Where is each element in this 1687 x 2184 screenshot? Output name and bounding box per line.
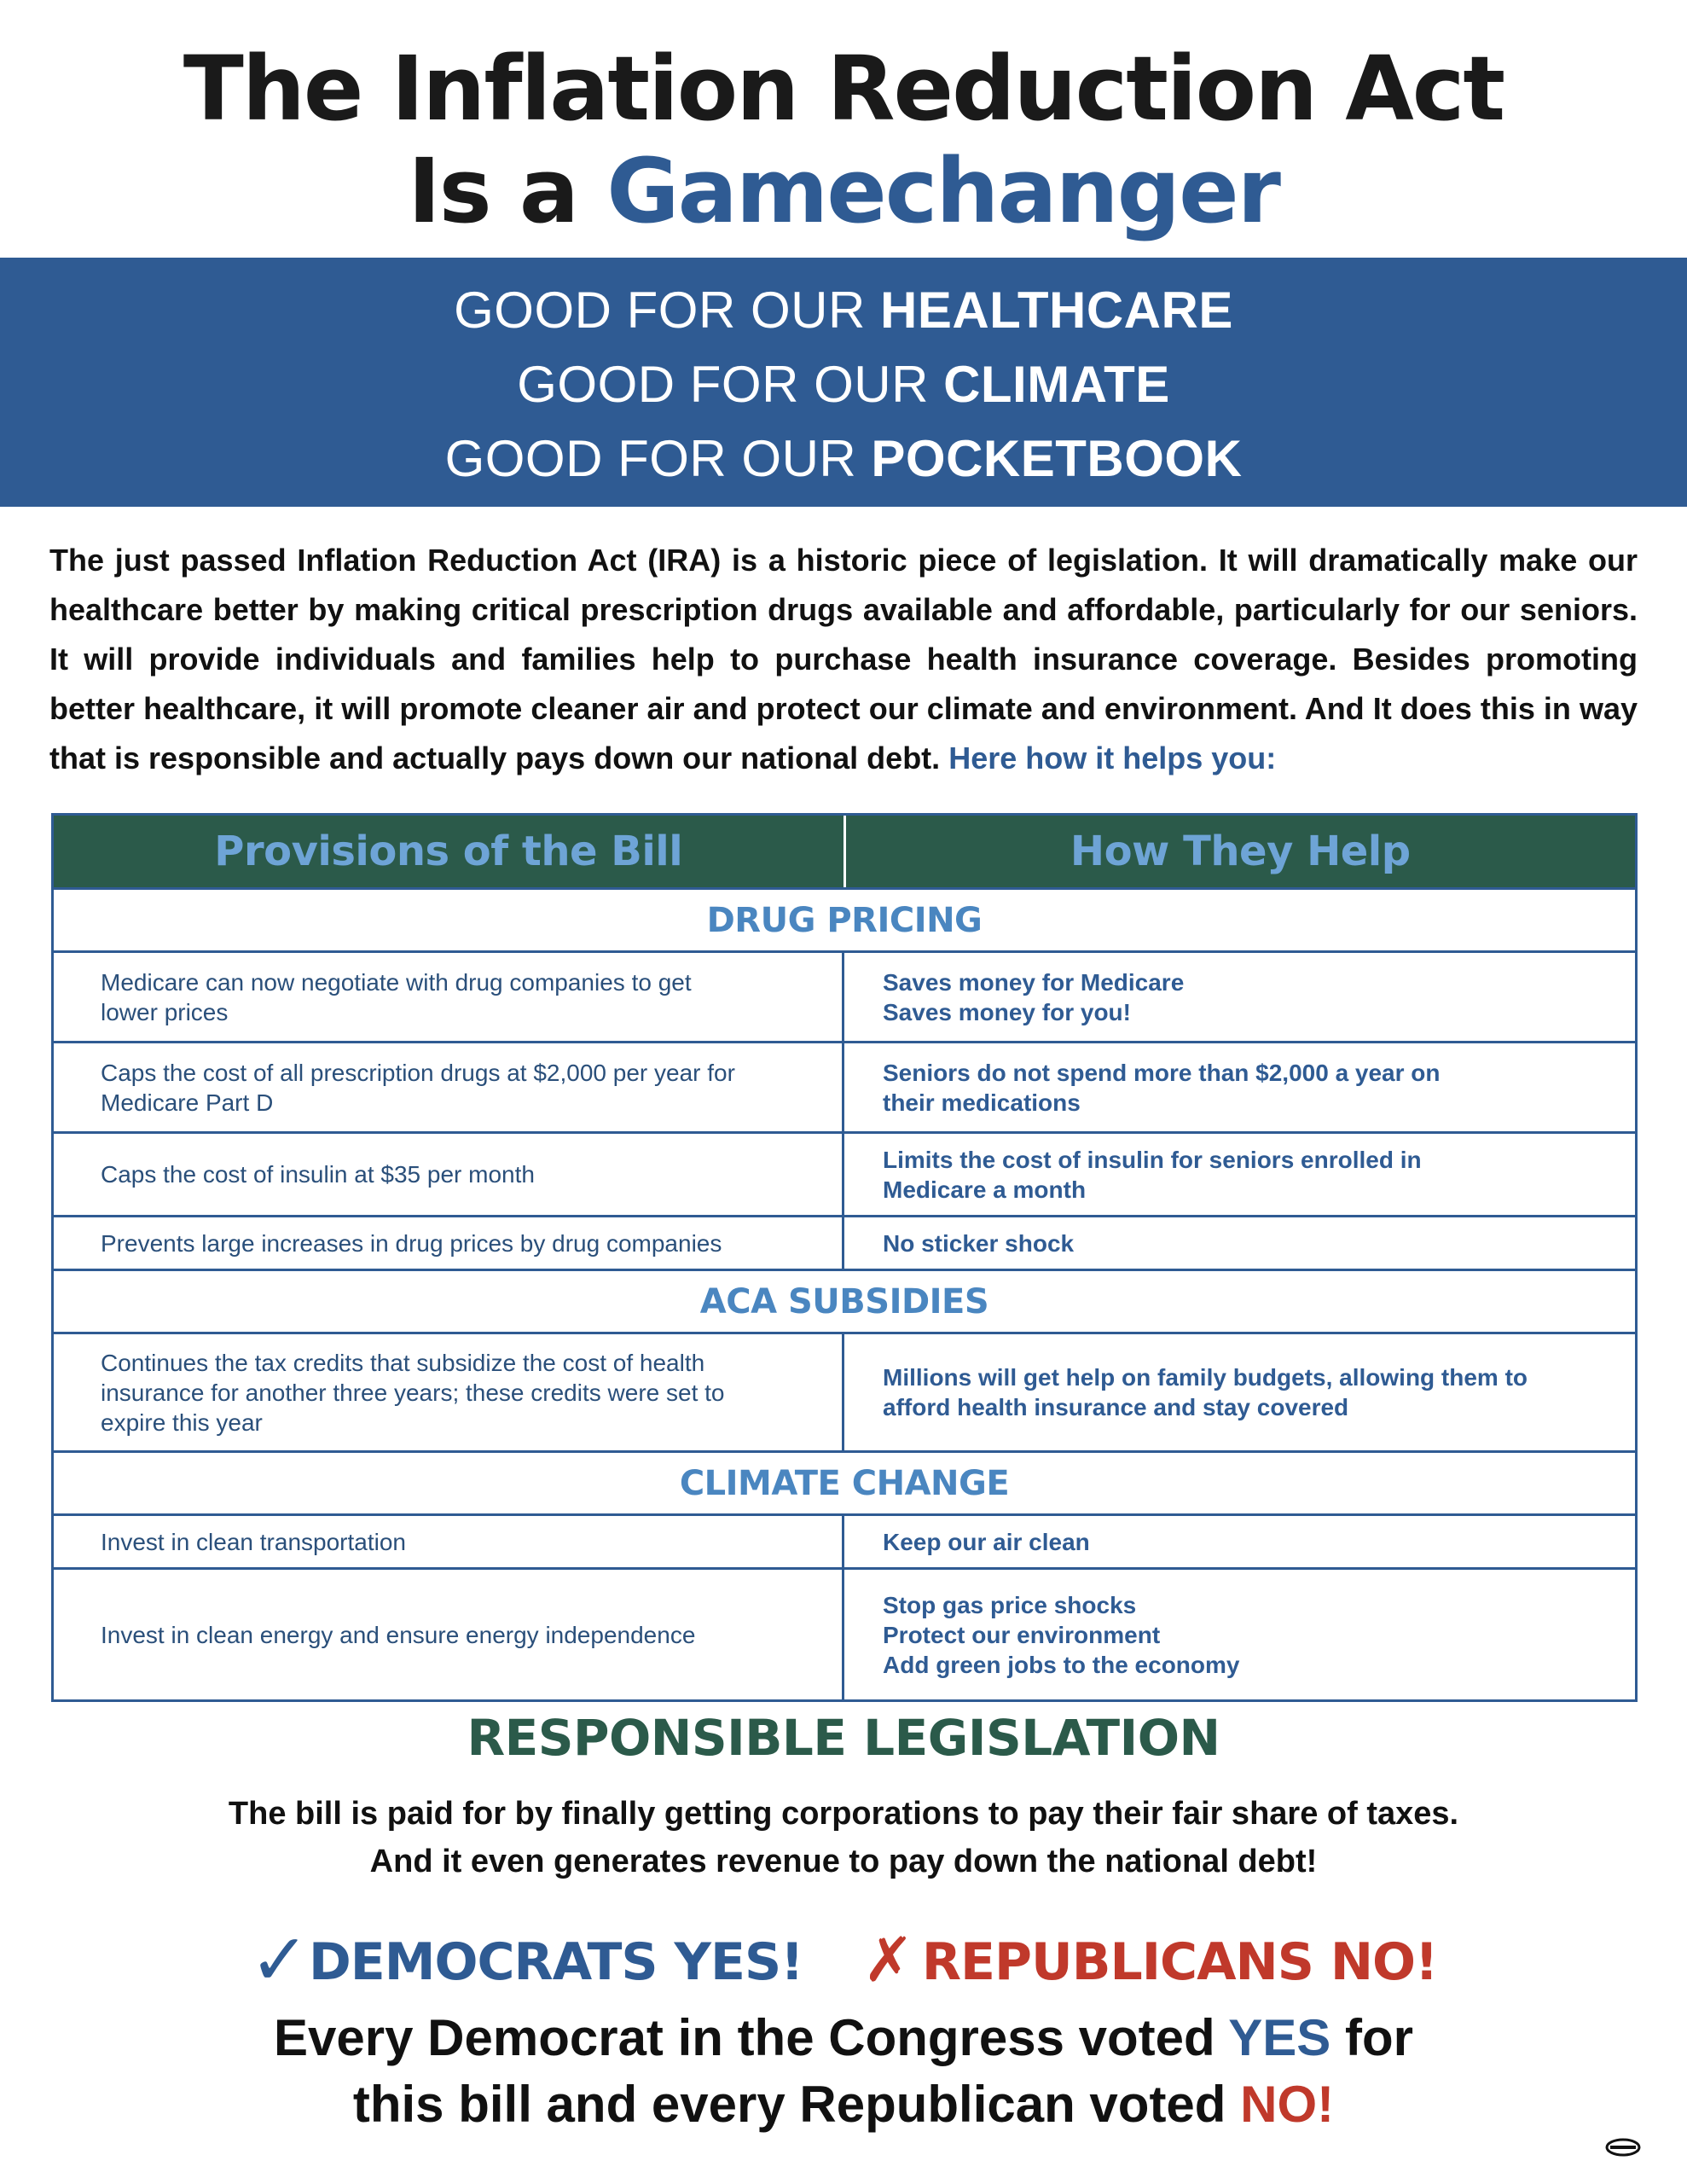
help-text: Saves money for Medicare Saves money for you! [883,968,1185,1025]
table-row [54,1043,1635,1134]
help-cell [844,1134,1635,1215]
help-text: Keep our air clean [883,1528,1090,1555]
banner-strong: CLIMATE [943,356,1170,413]
provision-cell [54,1570,844,1699]
title-line-2-prefix: Is a [408,139,578,243]
provision-cell [54,1043,844,1131]
vote-summary [0,1918,1687,2001]
provision-text: Caps the cost of insulin at $35 per month [101,1161,535,1188]
banner-prefix: GOOD FOR OUR [517,356,929,413]
provision-text: Caps the cost of all prescription drugs at $2,000 per year for Medicare Part D [101,1059,735,1116]
table-row [54,1134,1635,1217]
banner-strong: POCKETBOOK [871,430,1243,487]
banner-line-climate [0,347,1687,421]
provision-text: Invest in clean energy and ensure energy independence [101,1621,696,1648]
table-row [54,1334,1635,1453]
banner-strong: HEALTHCARE [879,282,1233,339]
section-climate-change: CLIMATE CHANGE [54,1453,1635,1516]
provision-cell [54,1516,844,1567]
intro-text: The just passed Inflation Reduction Act (IRA) is a historic piece of legislation. It will dramatically make our healthcare better by making critical prescription drugs available and affordable, particularly for our seniors. It will provide individuals and families help to purchase health insurance coverage. Besides promoting better healthcare, it will promote cleaner air and protect our climate and environment. And It does this in way that is responsible and actually pays down our national debt. [49,543,1638,775]
provision-text: Prevents large increases in drug prices by drug companies [101,1229,722,1257]
title-accent: Gamechanger [606,139,1279,243]
title-line-2 [0,140,1687,242]
x-mark-icon: ✗ [862,1924,913,1995]
table-row [54,1516,1635,1570]
provisions-table [51,813,1638,1702]
header-how-they-help: How They Help [1070,828,1411,875]
final-yes: YES [1228,2009,1331,2066]
help-text: Millions will get help on family budgets, allowing them to afford health insurance and stay covered [883,1364,1528,1420]
final-no: NO! [1240,2076,1335,2133]
help-cell [844,1516,1635,1567]
republicans-no [862,1924,1438,1995]
provision-text: Medicare can now negotiate with drug companies to get lower prices [101,968,692,1025]
provision-text: Invest in clean transportation [101,1528,406,1555]
final-text: for [1345,2009,1413,2066]
final-text: Every Democrat in the Congress voted [274,2009,1215,2066]
table-row [54,1217,1635,1271]
final-line-1 [0,2005,1687,2071]
help-cell [844,953,1635,1041]
responsible-legislation-text: The bill is paid for by finally getting corporations to pay their fair share of taxes. And it even generates revenue to pay down the national debt! [228,1796,1459,1879]
benefits-banner [0,258,1687,507]
banner-prefix: GOOD FOR OUR [444,430,857,487]
responsible-legislation-heading: RESPONSIBLE LEGISLATION [467,1709,1220,1767]
final-text: this bill and every Republican voted [352,2076,1226,2133]
table-row [54,953,1635,1043]
provision-cell [54,1334,844,1450]
democrats-yes [249,1918,803,2001]
help-text: No sticker shock [883,1229,1075,1257]
table-header [54,816,1635,890]
help-text: Seniors do not spend more than $2,000 a year on their medications [883,1059,1441,1116]
help-cell [844,1043,1635,1131]
help-cell [844,1217,1635,1269]
banner-line-healthcare [0,273,1687,347]
final-statement [0,2005,1687,2138]
banner-line-pocketbook [0,421,1687,496]
republicans-no-label: REPUBLICANS NO! [921,1932,1438,1992]
provision-cell [54,1134,844,1215]
intro-highlight: Here how it helps you: [948,741,1277,775]
section-aca-subsidies: ACA SUBSIDIES [54,1271,1635,1334]
democrats-yes-label: DEMOCRATS YES! [308,1932,803,1992]
page-title [0,38,1687,242]
check-icon: ✓ [249,1918,309,2001]
party-logo-icon [1605,2138,1641,2157]
title-line-1: The Inflation Reduction Act [183,37,1504,141]
intro-paragraph [49,536,1638,783]
help-text: Limits the cost of insulin for seniors enrolled in Medicare a month [883,1146,1422,1203]
header-provisions: Provisions of the Bill [54,816,846,887]
help-text: Stop gas price shocks Protect our environment Add green jobs to the economy [883,1591,1240,1678]
help-cell [844,1570,1635,1699]
table-row [54,1570,1635,1699]
section-drug-pricing: DRUG PRICING [54,890,1635,953]
help-cell [844,1334,1635,1450]
provision-cell [54,1217,844,1269]
banner-prefix: GOOD FOR OUR [454,282,866,339]
provision-cell [54,953,844,1041]
final-line-2 [0,2071,1687,2138]
provision-text: Continues the tax credits that subsidize the cost of health insurance for another three years; these credits were set to expire this year [101,1349,725,1436]
